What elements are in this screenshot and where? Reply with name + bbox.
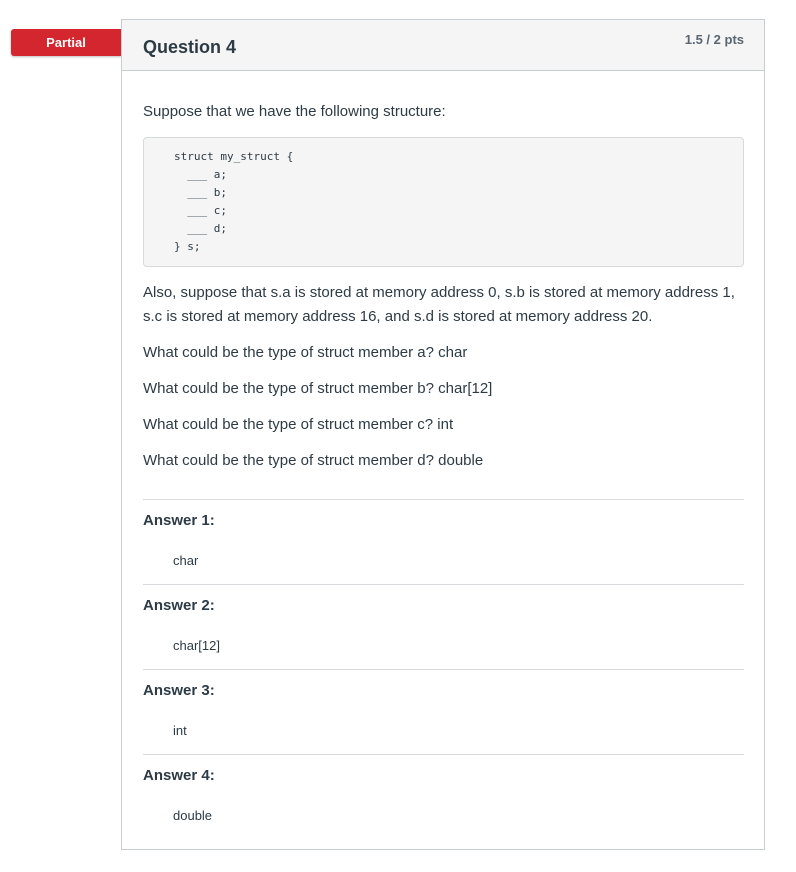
answer-label: Answer 3: bbox=[143, 682, 215, 699]
question-card bbox=[121, 19, 765, 850]
code-line: } s; bbox=[174, 240, 201, 253]
question-prompt-b: What could be the type of struct member b? char[12] bbox=[143, 380, 493, 397]
answer-value: int bbox=[173, 723, 187, 738]
answer-value: char[12] bbox=[173, 638, 220, 653]
question-body bbox=[122, 101, 764, 839]
answer-label: Answer 1: bbox=[143, 512, 215, 529]
answers-list bbox=[143, 499, 744, 839]
answer-label: Answer 2: bbox=[143, 597, 215, 614]
question-description: Also, suppose that s.a is stored at memory address 0, s.b is stored at memory address 1, s.c is stored at memory address 16, and s.d is stored at memory address 20. bbox=[143, 284, 735, 325]
answer-item bbox=[143, 755, 744, 839]
question-header bbox=[122, 20, 764, 71]
question-prompt-c: What could be the type of struct member c? int bbox=[143, 416, 454, 433]
answer-item bbox=[143, 670, 744, 755]
question-prompt-d: What could be the type of struct member d? double bbox=[143, 452, 484, 469]
question-points: 1.5 / 2 pts bbox=[684, 32, 744, 47]
question-prompt-a: What could be the type of struct member a? char bbox=[143, 344, 468, 361]
question-title: Question 4 bbox=[143, 37, 237, 57]
code-line: ___ b; bbox=[174, 186, 227, 199]
code-line: ___ c; bbox=[174, 204, 227, 217]
code-line: ___ a; bbox=[174, 168, 227, 181]
code-block bbox=[143, 137, 744, 267]
code-line: struct my_struct { bbox=[174, 150, 294, 163]
code-line: ___ d; bbox=[174, 222, 227, 235]
question-intro: Suppose that we have the following structure: bbox=[143, 103, 446, 120]
answer-item bbox=[143, 585, 744, 670]
answer-item bbox=[143, 500, 744, 585]
partial-status-badge: Partial bbox=[11, 29, 121, 56]
answer-value: double bbox=[173, 808, 213, 823]
answer-label: Answer 4: bbox=[143, 767, 215, 784]
answer-value: char bbox=[173, 553, 199, 568]
